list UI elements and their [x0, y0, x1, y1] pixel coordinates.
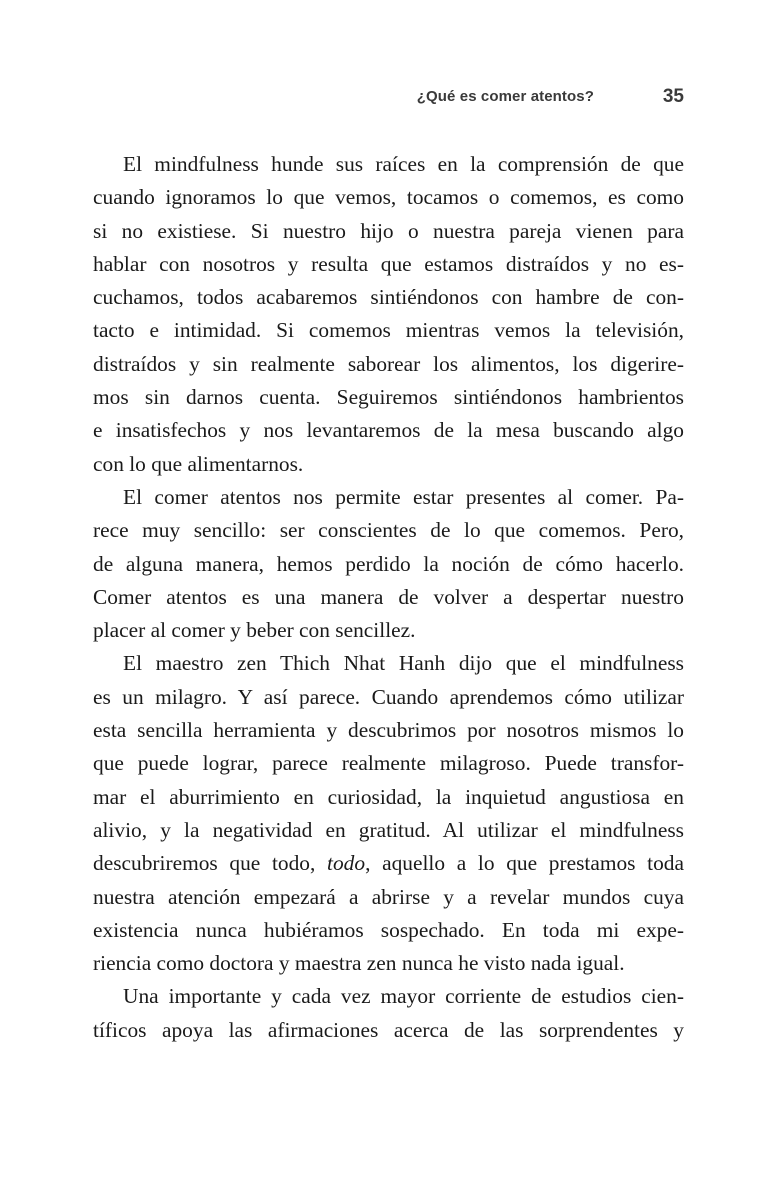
text-line: El comer atentos nos permite estar presentes al comer. Pa-	[123, 484, 684, 509]
text-line: e insatisfechos y nos levantaremos de la mesa buscando algo	[93, 418, 684, 443]
text-line: Una importante y cada vez mayor corriente de estudios cien-	[123, 984, 684, 1009]
text-line: con lo que alimentarnos.	[93, 451, 304, 476]
text-line: cuchamos, todos acabaremos sintiéndonos con hambre de con-	[93, 285, 684, 310]
text-line: Comer atentos es una manera de volver a despertar nuestro	[93, 584, 684, 609]
text-line: placer al comer y beber con sencillez.	[93, 618, 416, 643]
text-line: mos sin darnos cuenta. Seguiremos sintiéndonos hambrientos	[93, 385, 684, 410]
text-line: de alguna manera, hemos perdido la noción de cómo hacerlo.	[93, 551, 684, 576]
text-line: que puede lograr, parece realmente milagroso. Puede transfor-	[93, 751, 684, 776]
text-line: distraídos y sin realmente saborear los alimentos, los digerire-	[93, 351, 684, 376]
text-line: si no existiese. Si nuestro hijo o nuestra pareja vienen para	[93, 218, 684, 243]
text-line: mar el aburrimiento en curiosidad, la inquietud angustiosa en	[93, 784, 684, 809]
text-line: El mindfulness hunde sus raíces en la comprensión de que	[123, 152, 684, 176]
text-line-mixed	[93, 847, 684, 880]
text-line: El maestro zen Thich Nhat Hanh dijo que el mindfulness	[123, 651, 684, 676]
text-line: cuando ignoramos lo que vemos, tocamos o comemos, es como	[93, 185, 684, 210]
body-text	[93, 148, 684, 1047]
text-segment: , aquello a lo que prestamos toda	[365, 851, 684, 876]
emphasis-text: todo	[327, 851, 366, 876]
text-line: esta sencilla herramienta y descubrimos por nosotros mismos lo	[93, 718, 684, 743]
page-number: 35	[662, 86, 684, 107]
text-line: existencia nunca hubiéramos sospechado. En toda mi expe-	[93, 917, 684, 942]
text-line: tíficos apoya las afirmaciones acerca de las sorprendentes y	[93, 1017, 684, 1042]
text-line: riencia como doctora y maestra zen nunca he visto nada igual.	[93, 951, 625, 976]
text-line: hablar con nosotros y resulta que estamos distraídos y no es-	[93, 251, 684, 276]
text-segment: descubriremos que todo,	[93, 851, 328, 876]
running-head	[93, 86, 684, 110]
text-line: es un milagro. Y así parece. Cuando aprendemos cómo utilizar	[93, 684, 684, 709]
text-line: alivio, y la negatividad en gratitud. Al utilizar el mindfulness	[93, 817, 684, 842]
text-line: tacto e intimidad. Si comemos mientras vemos la televisión,	[93, 318, 684, 343]
text-line: nuestra atención empezará a abrirse y a revelar mundos cuya	[93, 884, 684, 909]
text-line: rece muy sencillo: ser conscientes de lo que comemos. Pero,	[93, 518, 684, 543]
running-title: ¿Qué es comer atentos?	[416, 88, 594, 105]
